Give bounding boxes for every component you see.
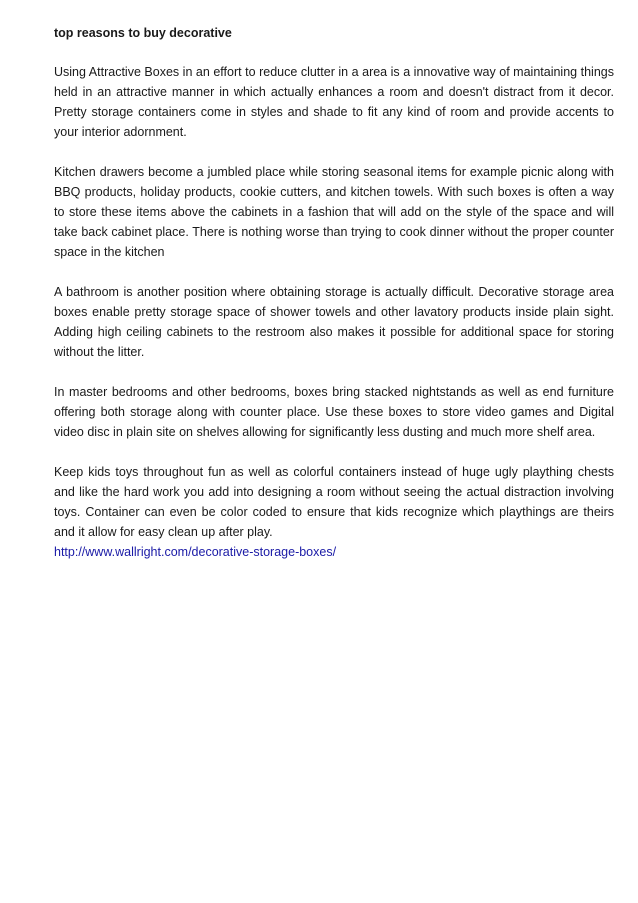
paragraph-kitchen: Kitchen drawers become a jumbled place while storing seasonal items for example picnic along with BBQ products, holiday products, cookie cutters, and kitchen towels. With such boxes is often a way to store these items above the cabinets in a fashion that will add on the style of the space and will take back cabinet place. There is nothing worse than trying to cook dinner without the proper counter space in the kitchen <box>54 165 614 259</box>
document-page <box>54 24 614 562</box>
paragraph-intro: Using Attractive Boxes in an effort to reduce clutter in a area is a innovative way of maintaining things held in an attractive manner in which actually enhances a room and doesn't distract from it decor. Pretty storage containers come in styles and shade to fit any kind of room and provide accents to your interior adornment. <box>54 65 614 139</box>
document-title: top reasons to buy decorative <box>54 26 232 40</box>
source-link[interactable]: http://www.wallright.com/decorative-storage-boxes/ <box>54 545 337 559</box>
paragraph-bathroom: A bathroom is another position where obtaining storage is actually difficult. Decorative storage area boxes enable pretty storage space of shower towels and other lavatory products inside plain sight. Adding high ceiling cabinets to the restroom also makes it possible for additional space for storing without the litter. <box>54 285 614 359</box>
paragraph-bedroom: In master bedrooms and other bedrooms, boxes bring stacked nightstands as well as end furniture offering both storage along with counter place. Use these boxes to store video games and Digital video disc in plain site on shelves allowing for significantly less dusting and much more shelf area. <box>54 385 614 439</box>
paragraph-kids-toys: Keep kids toys throughout fun as well as colorful containers instead of huge ugly plaything chests and like the hard work you add into designing a room without seeing the actual distraction involving toys. Container can even be color coded to ensure that kids recognize which playthings are theirs and it allow for easy clean up after play. <box>54 465 614 539</box>
